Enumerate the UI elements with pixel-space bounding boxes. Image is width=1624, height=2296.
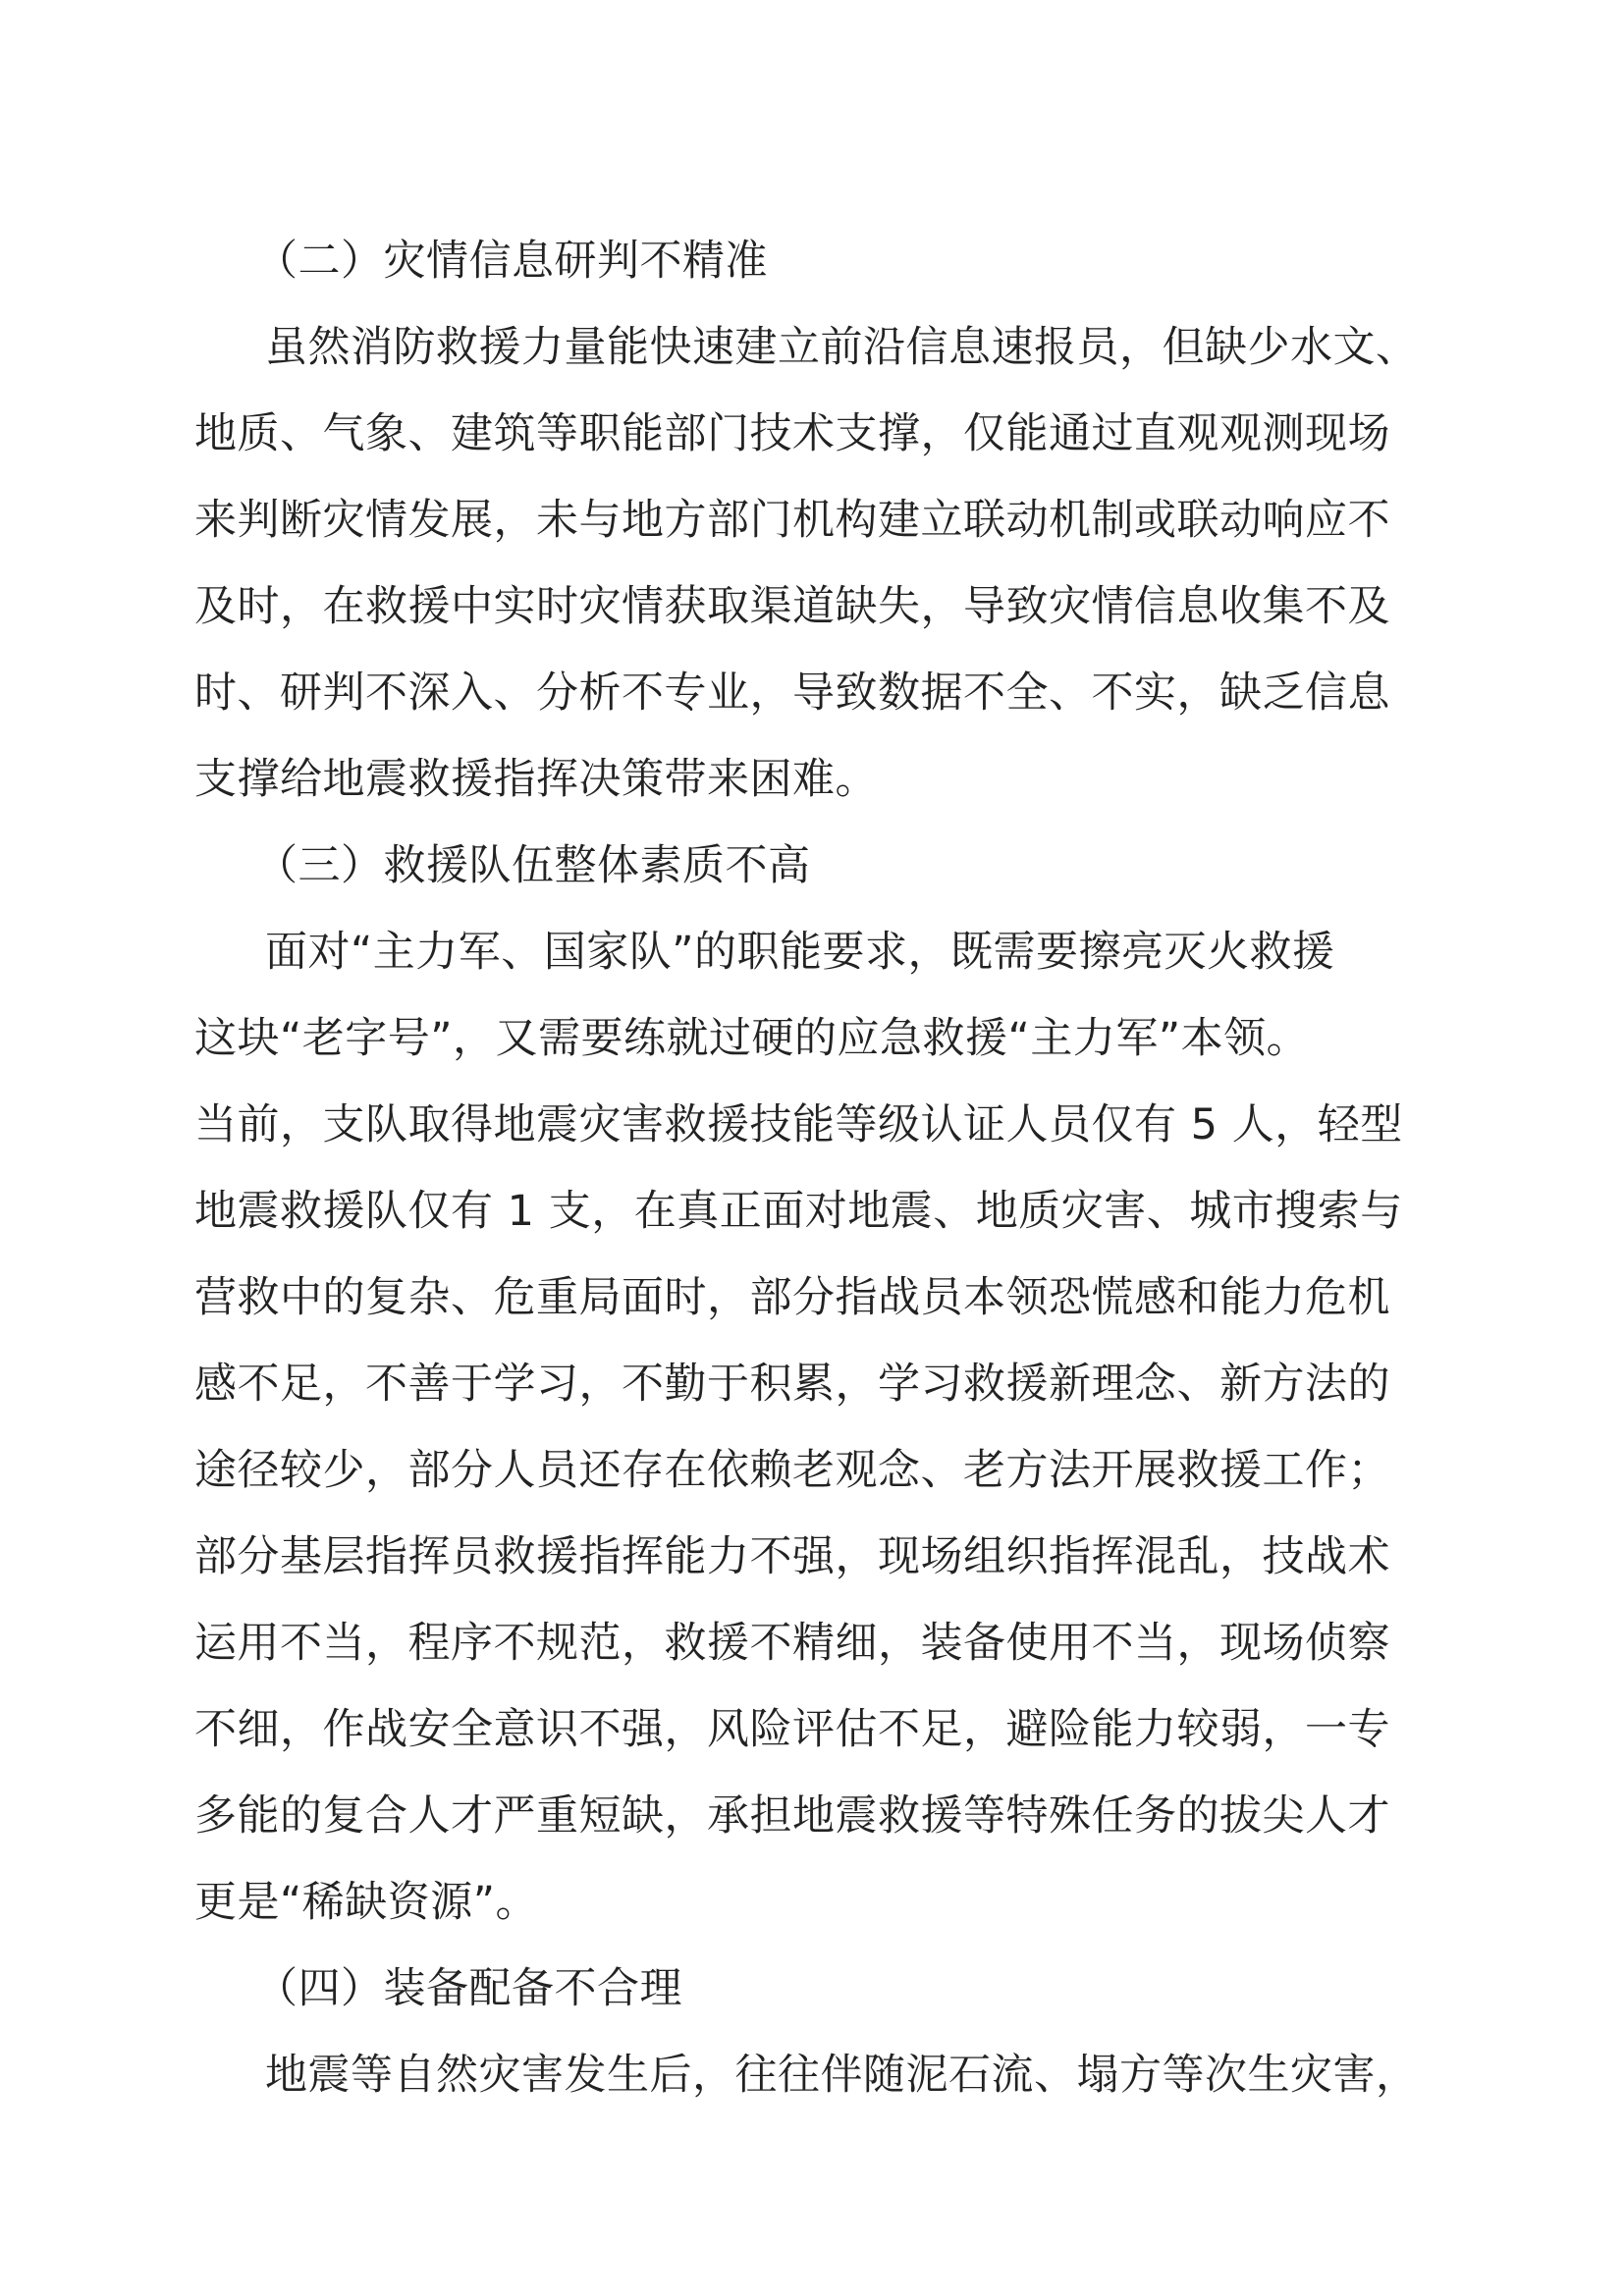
- section-3-line: 面对“主力军、国家队”的职能要求，既需要擦亮灭火救援: [265, 928, 1335, 977]
- document-body: [194, 218, 1441, 2118]
- section-2-line: 及时，在救援中实时灾情获取渠道缺失，导致灾情信息收集不及: [194, 582, 1390, 631]
- section-3-line: 更是“稀缺资源”。: [194, 1878, 539, 1927]
- section-3-line: 这块“老字号”，又需要练就过硬的应急救援“主力军”本领。: [194, 1014, 1310, 1063]
- section-2-line: 地质、气象、建筑等职能部门技术支撑，仅能通过直观观测现场: [194, 409, 1390, 458]
- section-3-line: 不细，作战安全意识不强，风险评估不足，避险能力较弱，一专: [194, 1705, 1390, 1754]
- section-3-line: 多能的复合人才严重短缺，承担地震救援等特殊任务的拔尖人才: [194, 1791, 1390, 1841]
- section-2-line: 时、研判不深入、分析不专业，导致数据不全、不实，缺乏信息: [194, 668, 1390, 718]
- section-2-heading: （二）灾情信息研判不精准: [255, 237, 768, 286]
- section-2-line: 虽然消防救援力量能快速建立前沿信息速报员，但缺少水文、: [265, 323, 1419, 372]
- section-3-line: 运用不当，程序不规范，救援不精细，装备使用不当，现场侦察: [194, 1619, 1390, 1668]
- section-3-line: 当前，支队取得地震灾害救援技能等级认证人员仅有 5 人，轻型: [194, 1100, 1403, 1149]
- section-3-line: 感不足，不善于学习，不勤于积累，学习救援新理念、新方法的: [194, 1360, 1390, 1409]
- section-4-heading: （四）装备配备不合理: [255, 1964, 682, 2013]
- section-2-line: 来判断灾情发展，未与地方部门机构建立联动机制或联动响应不: [194, 496, 1390, 545]
- section-3-heading: （三）救援队伍整体素质不高: [255, 841, 811, 890]
- section-4-line: 地震等自然灾害发生后，往往伴随泥石流、塌方等次生灾害，: [265, 2051, 1419, 2100]
- section-3-line: 营救中的复杂、危重局面时，部分指战员本领恐慌感和能力危机: [194, 1273, 1390, 1322]
- section-3-line: 途径较少，部分人员还存在依赖老观念、老方法开展救援工作；: [194, 1446, 1390, 1495]
- section-3-line: 部分基层指挥员救援指挥能力不强，现场组织指挥混乱，技战术: [194, 1532, 1390, 1581]
- section-2-line: 支撑给地震救援指挥决策带来困难。: [194, 755, 878, 804]
- section-3-line: 地震救援队仅有 1 支，在真正面对地震、地质灾害、城市搜索与: [194, 1187, 1403, 1236]
